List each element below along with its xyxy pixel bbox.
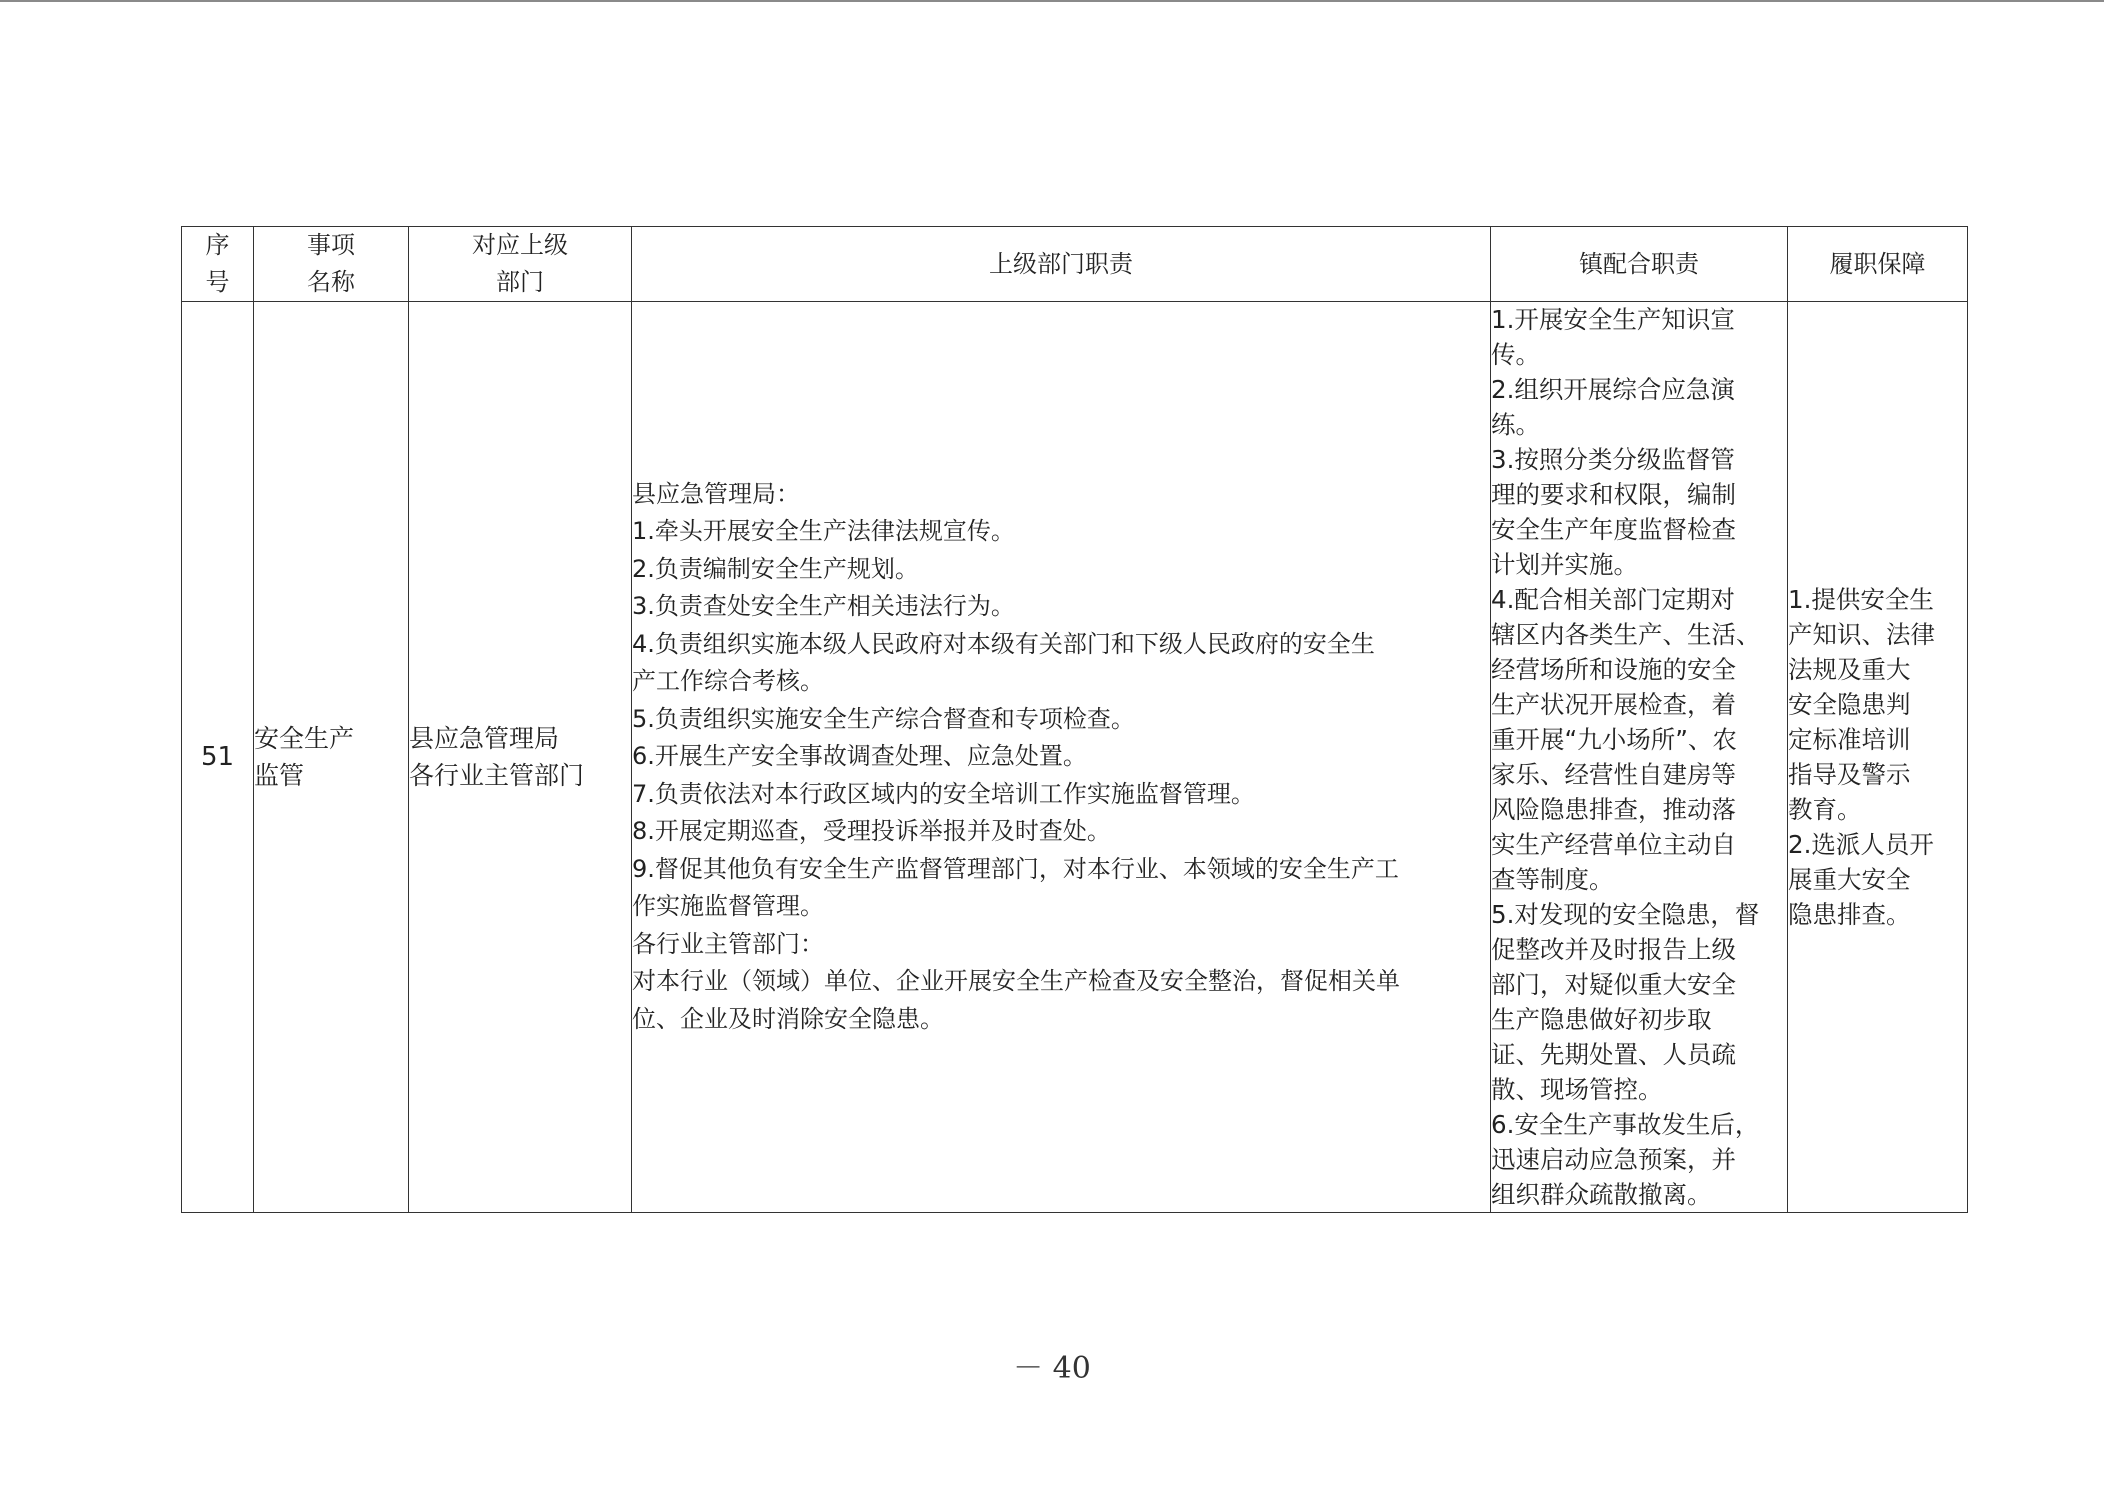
top-border-line bbox=[0, 0, 2104, 2]
guarantee-line: 展重大安全 bbox=[1788, 865, 1911, 894]
duty-line: 产工作综合考核。 bbox=[632, 667, 824, 696]
duty-line: 位、企业及时消除安全隐患。 bbox=[632, 1004, 944, 1033]
duty-line: 6.开展生产安全事故调查处理、应急处置。 bbox=[632, 742, 1087, 771]
cooperation-line: 迅速启动应急预案，并 bbox=[1491, 1145, 1736, 1174]
header-item-line: 名称 bbox=[307, 268, 355, 296]
duty-line: 9.督促其他负有安全生产监督管理部门，对本行业、本领域的安全生产工 bbox=[632, 854, 1399, 883]
guarantee-line: 2.选派人员开 bbox=[1788, 830, 1934, 859]
cooperation-line: 2.组织开展综合应急演 bbox=[1491, 375, 1735, 404]
guarantee-line: 产知识、法律 bbox=[1788, 620, 1935, 649]
table-row bbox=[182, 302, 1968, 1213]
cell-town-cooperation bbox=[1491, 302, 1788, 1213]
duty-line: 7.负责依法对本行政区域内的安全培训工作实施监督管理。 bbox=[632, 779, 1255, 808]
header-dept-line: 对应上级 bbox=[472, 231, 568, 259]
cooperation-line: 生产状况开展检查，着 bbox=[1491, 690, 1736, 719]
guarantee-line: 教育。 bbox=[1788, 795, 1862, 824]
header-town-cooperation: 镇配合职责 bbox=[1491, 227, 1788, 302]
guarantee-line: 1.提供安全生 bbox=[1788, 585, 1934, 614]
duty-line: 1.牵头开展安全生产法律法规宣传。 bbox=[632, 517, 1015, 546]
page-number: － 40 bbox=[1013, 1351, 1091, 1386]
cell-guarantee bbox=[1788, 302, 1968, 1213]
duty-line: 8.开展定期巡查，受理投诉举报并及时查处。 bbox=[632, 817, 1111, 846]
duty-line: 对本行业（领域）单位、企业开展安全生产检查及安全整治，督促相关单 bbox=[632, 967, 1400, 996]
cooperation-line: 1.开展安全生产知识宣 bbox=[1491, 305, 1735, 334]
cooperation-line: 传。 bbox=[1491, 340, 1540, 369]
duty-line: 4.负责组织实施本级人民政府对本级有关部门和下级人民政府的安全生 bbox=[632, 629, 1375, 658]
cooperation-line: 散、现场管控。 bbox=[1491, 1075, 1663, 1104]
cooperation-line: 4.配合相关部门定期对 bbox=[1491, 585, 1735, 614]
department-line: 县应急管理局 bbox=[409, 724, 560, 753]
item-name-line: 监管 bbox=[254, 761, 305, 790]
department-line: 各行业主管部门 bbox=[409, 761, 585, 790]
header-guarantee: 履职保障 bbox=[1788, 227, 1968, 302]
duty-line: 作实施监督管理。 bbox=[632, 892, 824, 921]
cooperation-line: 组织群众疏散撤离。 bbox=[1491, 1180, 1712, 1209]
guarantee-line: 隐患排查。 bbox=[1788, 900, 1911, 929]
guarantee-line: 安全隐患判 bbox=[1788, 690, 1911, 719]
cell-serial-number: 51 bbox=[182, 302, 254, 1213]
table-header-row bbox=[182, 227, 1968, 302]
cooperation-line: 促整改并及时报告上级 bbox=[1491, 935, 1736, 964]
header-superior-duty: 上级部门职责 bbox=[632, 227, 1491, 302]
guarantee-line: 法规及重大 bbox=[1788, 655, 1911, 684]
cooperation-line: 实生产经营单位主动自 bbox=[1491, 830, 1736, 859]
cooperation-line: 重开展“九小场所”、农 bbox=[1491, 725, 1737, 754]
cooperation-line: 安全生产年度监督检查 bbox=[1491, 515, 1736, 544]
cooperation-line: 5.对发现的安全隐患，督 bbox=[1491, 900, 1760, 929]
header-dept-line: 部门 bbox=[496, 268, 544, 296]
duty-line: 5.负责组织实施安全生产综合督查和专项检查。 bbox=[632, 704, 1135, 733]
cooperation-line: 经营场所和设施的安全 bbox=[1491, 655, 1736, 684]
cooperation-line: 风险隐患排查，推动落 bbox=[1491, 795, 1736, 824]
duty-line: 县应急管理局： bbox=[632, 479, 800, 508]
cooperation-line: 家乐、经营性自建房等 bbox=[1491, 760, 1736, 789]
item-name-line: 安全生产 bbox=[254, 724, 355, 753]
duty-table bbox=[181, 226, 1968, 1213]
cooperation-line: 计划并实施。 bbox=[1491, 550, 1638, 579]
header-serial-line: 序 bbox=[205, 231, 230, 259]
header-superior-department bbox=[409, 227, 632, 302]
cooperation-line: 6.安全生产事故发生后， bbox=[1491, 1110, 1760, 1139]
cell-superior-department bbox=[409, 302, 632, 1213]
cooperation-line: 3.按照分类分级监督管 bbox=[1491, 445, 1735, 474]
header-item-name bbox=[254, 227, 409, 302]
cell-item-name bbox=[254, 302, 409, 1213]
cooperation-line: 练。 bbox=[1491, 410, 1540, 439]
cooperation-line: 查等制度。 bbox=[1491, 865, 1614, 894]
header-item-line: 事项 bbox=[307, 231, 355, 259]
cooperation-line: 理的要求和权限，编制 bbox=[1491, 480, 1736, 509]
cooperation-line: 生产隐患做好初步取 bbox=[1491, 1005, 1712, 1034]
cell-superior-duty bbox=[632, 302, 1491, 1213]
header-serial-line: 号 bbox=[205, 268, 230, 296]
cooperation-line: 证、先期处置、人员疏 bbox=[1491, 1040, 1736, 1069]
guarantee-line: 指导及警示 bbox=[1788, 760, 1911, 789]
duty-line: 2.负责编制安全生产规划。 bbox=[632, 554, 919, 583]
cooperation-line: 辖区内各类生产、生活、 bbox=[1491, 620, 1761, 649]
cooperation-line: 部门，对疑似重大安全 bbox=[1491, 970, 1736, 999]
guarantee-line: 定标准培训 bbox=[1788, 725, 1911, 754]
duty-line: 3.负责查处安全生产相关违法行为。 bbox=[632, 592, 1015, 621]
header-serial-number bbox=[182, 227, 254, 302]
duty-line: 各行业主管部门： bbox=[632, 929, 824, 958]
